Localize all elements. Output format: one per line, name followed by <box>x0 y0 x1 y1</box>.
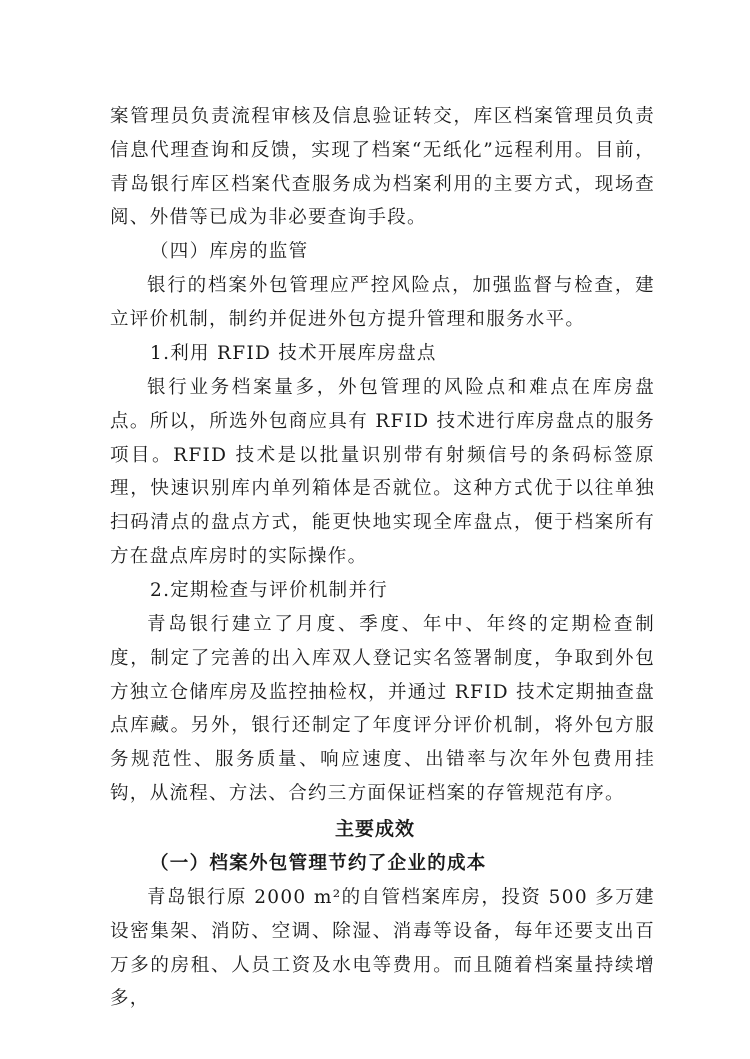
paragraph-rfid: 银行业务档案量多，外包管理的风险点和难点在库房盘点。所以，所选外包商应具有 RFID 技术进行库房盘点的服务项目。RFID 技术是以批量识别带有射频信号的条码标签原理，快速识别库内单列箱体是否就位。这种方式优于以往单独扫码清点的盘点方式，能更快地实现全库盘点，便于档案所有方在盘点库房时的实际操作。 <box>110 377 655 567</box>
section-heading-cost-saving: （一）档案外包管理节约了企业的成本 <box>150 853 487 874</box>
subheading-periodic-check: 2.定期检查与评价机制并行 <box>150 580 389 601</box>
section-heading-warehouse-supervision: （四）库房的监管 <box>150 241 309 262</box>
paragraph-periodic-check: 青岛银行建立了月度、季度、年中、年终的定期检查制度，制定了完善的出入库双人登记实名签署制度，争取到外包方独立仓储库房及监控抽检权，并通过 RFID 技术定期抽查盘点库藏。另外，银行还制定了年度评分评价机制，将外包方服务规范性、服务质量、响应速度、出错率与次年外包费用挂钩，从流程、方法、合约三方面保证档案的存管规范有序。 <box>110 614 655 804</box>
paragraph-cost: 青岛银行原 2000 m²的自管档案库房，投资 500 多万建设密集架、消防、空调、除湿、消毒等设备，每年还要支出百万多的房租、人员工资及水电等费用。而且随着档案量持续增多， <box>110 887 655 1010</box>
section-heading-main-results: 主要成效 <box>334 818 415 840</box>
subheading-rfid-inventory: 1.利用 RFID 技术开展库房盘点 <box>150 343 437 364</box>
paragraph-supervision: 银行的档案外包管理应严控风险点，加强监督与检查，建立评价机制，制约并促进外包方提升管理和服务水平。 <box>110 275 655 330</box>
paragraph-continued: 案管理员负责流程审核及信息验证转交，库区档案管理员负责信息代理查询和反馈，实现了档案“无纸化”远程利用。目前，青岛银行库区档案代查服务成为档案利用的主要方式，现场查阅、外借等已成为非必要查询手段。 <box>110 106 655 229</box>
